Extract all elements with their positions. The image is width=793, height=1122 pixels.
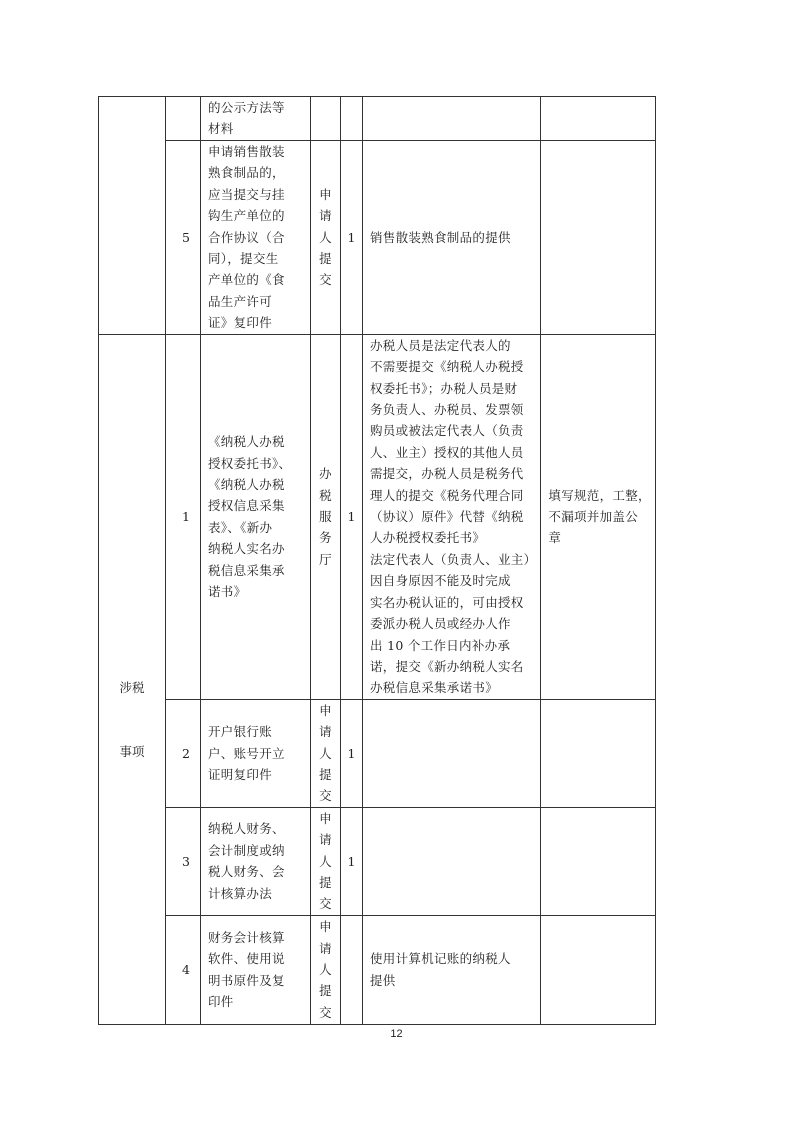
- remark: [363, 140, 541, 334]
- source-line: 办: [319, 466, 332, 482]
- source-line: 服: [319, 509, 332, 525]
- material-name-line: 熟食制品的，: [208, 165, 285, 181]
- material-name: [201, 699, 311, 807]
- remark-line: 因自身原因不能及时完成: [370, 573, 511, 589]
- table-row: [99, 915, 656, 1024]
- material-name-line: 的公示方法等: [208, 100, 285, 115]
- material-name-line: 品生产许可: [208, 293, 273, 309]
- material-name-line: 税信息采集承: [208, 562, 285, 578]
- material-name: [201, 140, 311, 334]
- requirement: [541, 807, 655, 915]
- source-line: 请: [319, 832, 332, 848]
- remark-line: 办税信息采集承诺书》: [370, 680, 499, 696]
- material-name: [201, 807, 311, 915]
- copy-count: [341, 97, 363, 141]
- remark-line: （协议）原件》代替《纳税: [370, 509, 524, 525]
- material-name-line: 证明复印件: [208, 766, 273, 782]
- remark-line: 提供: [370, 972, 396, 988]
- source-line: 申: [319, 186, 332, 202]
- table-row: [99, 807, 656, 915]
- source-line: 交: [319, 272, 332, 288]
- material-name-line: 《纳税人办税: [208, 434, 285, 450]
- item-number: [166, 97, 201, 141]
- category-label-line1: 涉税: [119, 679, 145, 695]
- remark-line: 使用计算机记账的纳税人: [370, 951, 511, 967]
- source: [311, 97, 341, 141]
- source-line: 务: [319, 530, 332, 546]
- remark-line: 权委托书》；办税人员是财: [370, 380, 518, 396]
- remark: [363, 334, 541, 699]
- source-line: 请: [319, 208, 332, 224]
- requirement: [541, 699, 655, 807]
- source-line: 提: [319, 874, 332, 890]
- material-name-line: 开户银行账: [208, 724, 273, 740]
- material-name-line: 合作协议（合: [208, 229, 285, 245]
- material-name-line: 授权信息采集: [208, 498, 285, 514]
- item-number: 1: [166, 334, 201, 699]
- source: [311, 140, 341, 334]
- materials-table: [98, 96, 656, 1025]
- requirement-line: 章: [548, 530, 562, 546]
- requirement-line: 不漏项并加盖公: [548, 509, 639, 525]
- material-name-line: 表》、《新办: [208, 519, 273, 535]
- remark-line: 人办税授权委托书》: [370, 530, 486, 546]
- material-name-line: 授权委托书》、: [208, 455, 292, 471]
- material-name: [201, 915, 311, 1024]
- material-name-line: 产单位的《食: [208, 272, 285, 288]
- material-name-line: 计核算办法: [208, 885, 273, 901]
- material-name-line: 证》复印件: [208, 315, 273, 331]
- material-name-line: 纳税人财务、: [208, 821, 285, 837]
- source-line: 交: [319, 1004, 332, 1020]
- remark-line: 购员或被法定代表人（负责: [370, 423, 524, 439]
- material-name-line: 印件: [208, 994, 234, 1010]
- page-number: 12: [390, 1028, 403, 1040]
- material-name-line: 同），提交生: [208, 251, 279, 267]
- category-cell: [99, 334, 166, 1024]
- source-line: 人: [319, 745, 332, 761]
- material-name-line: 应当提交与挂: [208, 186, 285, 202]
- source-line: 申: [319, 919, 332, 935]
- material-name-line: 《纳税人办税: [208, 476, 285, 492]
- source-line: 交: [319, 896, 332, 912]
- material-name-line: 税人财务、会: [208, 864, 285, 880]
- remark: [363, 97, 541, 141]
- requirement: [541, 915, 655, 1024]
- remark-line: 需提交，办税人员是税务代: [370, 466, 524, 482]
- remark-line: 理人的提交《税务代理合同: [370, 487, 524, 503]
- material-name-line: 诺书》: [208, 583, 247, 599]
- remark-line: 不需要提交《纳税人办税授: [370, 359, 524, 375]
- item-number: 5: [166, 140, 201, 334]
- source-line: 提: [319, 983, 332, 999]
- table-row: [99, 699, 656, 807]
- copy-count: 1: [341, 334, 363, 699]
- category-label-line2: 事项: [119, 743, 145, 759]
- copy-count: [341, 915, 363, 1024]
- copy-count: 1: [341, 140, 363, 334]
- source-line: 申: [319, 702, 332, 718]
- remark-line: 务负责人、办税员、发票领: [370, 402, 524, 418]
- material-name-line: 材料: [208, 121, 234, 137]
- source-line: 请: [319, 724, 332, 740]
- source: [311, 807, 341, 915]
- source-line: 提: [319, 251, 332, 267]
- material-name-line: 户、账号开立: [208, 745, 285, 761]
- remark-line: 实名办税认证的，可由授权: [370, 594, 524, 610]
- source: [311, 699, 341, 807]
- remark-line: 委派办税人员或经办人作: [370, 616, 511, 632]
- source-line: 人: [319, 962, 332, 978]
- remark: [363, 915, 541, 1024]
- item-number: 4: [166, 915, 201, 1024]
- table-row: [99, 97, 656, 141]
- material-name: [201, 97, 311, 141]
- source-line: 税: [319, 487, 332, 503]
- remark: [363, 699, 541, 807]
- material-name: [201, 334, 311, 699]
- material-name-line: 软件、使用说: [208, 951, 285, 967]
- remark-line: 法定代表人（负责人、业主）: [370, 551, 537, 567]
- copy-count: 1: [341, 699, 363, 807]
- material-name-line: 财务会计核算: [208, 929, 285, 945]
- remark-line: 出 10 个工作日内补办承: [370, 637, 511, 653]
- source-line: 交: [319, 788, 332, 804]
- category-cell-empty: [99, 97, 166, 335]
- remark-line: 诺，提交《新办纳税人实名: [370, 658, 524, 674]
- requirement: [541, 334, 655, 699]
- copy-count: 1: [341, 807, 363, 915]
- material-name-line: 会计制度或纳: [208, 842, 285, 858]
- source-line: 申: [319, 810, 332, 826]
- material-name-line: 纳税人实名办: [208, 541, 285, 557]
- source-line: 请: [319, 940, 332, 956]
- requirement: [541, 97, 655, 141]
- source-line: 厅: [319, 551, 332, 567]
- remark: [363, 807, 541, 915]
- requirement-line: 填写规范，工整，: [548, 487, 651, 503]
- source: [311, 334, 341, 699]
- table-row: [99, 334, 656, 699]
- remark-line: 人、业主）授权的其他人员: [370, 444, 524, 460]
- item-number: 3: [166, 807, 201, 915]
- material-name-line: 申请销售散装: [208, 143, 285, 159]
- source-line: 提: [319, 766, 332, 782]
- item-number: 2: [166, 699, 201, 807]
- source-line: 人: [319, 229, 332, 245]
- requirement: [541, 140, 655, 334]
- material-name-line: 明书原件及复: [208, 972, 285, 988]
- table-row: [99, 140, 656, 334]
- source-line: 人: [319, 853, 332, 869]
- source: [311, 915, 341, 1024]
- remark-line: 销售散装熟食制品的提供: [370, 229, 511, 245]
- remark-line: 办税人员是法定代表人的: [370, 337, 511, 353]
- material-name-line: 钩生产单位的: [208, 208, 285, 224]
